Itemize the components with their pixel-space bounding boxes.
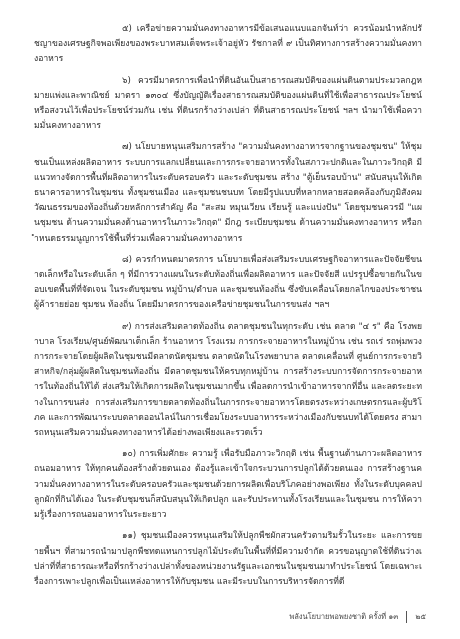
paragraph-item-6: ๖) ควรมีมาตรการเพื่อนำที่ดินอันเป็นสาธารณสมบัติของแผ่นดินตามประมวลกฎหมายแพ่งและพาณิชย์ มาตรา ๑๓๐๔ ซึ่งบัญญัติเรื่องสาธารณสมบัติของแผ่นดินที่ใช้เพื่อสาธารณประโยชน์ หรือสงวนไว้เพื่อประโยชน์ร่วมกัน เช่น ที่ดินรกร้างว่างเปล่า ที่ดินสาธารณประโยชน์ ฯลฯ นำมาใช้เพื่อความมั่นคงทางอาหาร [34,75,422,132]
paragraph-item-5: ๕) เครือข่ายความมั่นคงทางอาหารมีข้อเสนอแนบแอกจันท์ว่า ควรน้อมนำหลักปรัชญาของเศรษฐกิจพอเพียงของพระบาทสมเด็จพระเจ้าอยู่หัว รัชกาลที่ ๙ เป็นทิศทางการสร้างความมั่นคงทางอาหาร [34,24,422,65]
paragraph-item-8: ๘) ควรกำหนดมาตรการ นโยบายเพื่อส่งเสริมระบบเศรษฐกิจอาหารและปัจจัยชีขนาดเล็กหรือในระดับเล็ก ๆ ที่มีการวางแผนในระดับท้องถิ่นเพื่อผลิตอาหาร และปัจจัยสี แปรรูปซื้อขายกันในขอบเขตพื้นที่ที่จัดเจน ในระดับชุมชน หมู่บ้าน/ตำบล และชุมชนท้องถิ่น ซึ่งขับเคลื่อนโดยกลไกของประชาชน ผู้ค้ารายย่อย ชุมชน ท้องถิ่น โดยมีมาตรการของเครือข่ายชุมชนในการขนส่ง ฯลฯ [34,254,422,311]
paragraph-item-11: ๑๑) ชุมชนเมืองควรหนุนเสริมให้ปลูกพืชผักสวนครัวตามริมรั้วในระยะ และการขยายพื้นฯ ที่สามารถนำมาปลูกพืชทดแทนการปลูกไม้ประดับในพื้นที่ที่มีความจำกัด ควรขอนุญาตใช้ที่ดินว่างเปล่าที่ที่สาธารณะหรือที่รกร้างว่างเปล่าทั้งของหน่วยงานรัฐและเอกชนในชุมชนมาทำประโยชน์ โดยเฉพาะเรื่องการเพาะปลูกเพื่อเป็นแหล่งอาหารให้กับชุมชน และมีระบบในการบริหารจัดการที่ดี [34,531,422,587]
journal-title: พลังนโยบายพอพยงชาติ ครั้งที่ ๑๓ [289,612,399,621]
page-footer [289,611,426,623]
paragraph-item-7: ๗) นโยบายหนุนเสริมการสร้าง "ความมั่นคงทางอาหารจากฐานของชุมชน" ให้ชุมชนเป็นแหล่งผลิตอาหาร ระบบการแลกเปลี่ยนและการกระจายอาหารทั้งในสภาวะปกติและในภาวะวิกฤติ มีแนวทางจัดการพื้นที่ผลิตอาหารในระดับครอบครัว และระดับชุมชน สร้าง "ตู้เย็นรอบบ้าน" สนับสนุนให้เกิดธนาคารอาหารในชุมชน ทั้งชุมชนเมือง และชุมชนชนบท โดยมีรูปแบบที่หลากหลายสอดคล้องกับภูมิสังคมวัฒนธรรมของท้องถิ่นด้วยหลักการสำคัญ คือ "สะสม หมุนเวียน เรียนรู้ และแบ่งปัน" โดยชุมชนควรมี "แผนชุมชน ด้านความมั่นคงด้านอาหารในภาวะวิกฤต" มีกฎ ระเบียบชุมชน ด้านความมั่นคงทางอาหาร หรือกำหนดธรรมนูญการใช้พื้นที่ร่วมเพื่อความมั่นคงทางอาหาร [34,142,422,244]
paragraph-item-9: ๙) การส่งเสริมตลาดท้องถิ่น ตลาดชุมชนในทุกระดับ เช่น ตลาด "๔ ร" คือ โรงพยาบาล โรงเรียน/ศูนย์พัฒนาเด็กเล็ก ร้านอาหาร โรงแรม การกระจายอาหารในหมู่บ้าน เช่น รถเร่ รถพุ่มพวง การกระจายโดยผู้ผลิตในชุมชนมีตลาดนัดชุมชน ตลาดนัดในโรงพยาบาล ตลาดเคลื่อนที่ ศูนย์การกระจายวิสาหกิจ/กลุ่มผู้ผลิตในชุมชนท้องถิ่น มีตลาดชุมชนให้ครบทุกหมู่บ้าน การสร้างระบบการจัดการกระจายอาหารในท้องถิ่นให้ได้ ส่งเสริมให้เกิดการผลิตในชุมชนมากขึ้น เพื่อลดการนำเข้าอาหารจากที่อื่น และลดระยะทางในการขนส่ง การส่งเสริมการขายตลาดท้องถิ่นในการกระจายอาหารโดยตรงระหว่างเกษตรกรและผู้บริโภค และการพัฒนาระบบตลาดออนไลน์ในการเชื่อมโยงระบบอาหารระหว่างเมืองกับชนบทได้โดยตรง สามารถหนุนเสริมความมั่นคงทางอาหารได้อย่างพอเพียงและรวดเร็ว [34,321,422,439]
paragraph-item-10: ๑๐) การเพิ่มศักยะ ความรู้ เพื่อรับมือภาวะวิกฤติ เช่น พื้นฐานด้านภาวะผลิตอาหาร ถนอมอาหาร ให้ทุกคนต้องสร้างด้วยตนเอง ต้องรู้และเข้าใจกระบวนการปลูกได้ด้วยตนเอง การสร้างฐานความมั่นคงทางอาหารในระดับครอบครัวและชุมชนด้วยการผลิตเพื่อบริโภคอย่างพอเพียง ทั้งในระดับบุคคลปลูกผักที่กินได้เอง ในระดับชุมชนก็สนับสนุนให้เกิดปลูก และรับประทานทั้งโรงเรียนและในชุมชน การให้ความรู้เรื่องการถนอมอาหารในระยะยาว [34,449,422,521]
body-text [34,22,422,590]
footer-divider [406,611,407,623]
page-number: ๒๕ [415,612,426,621]
